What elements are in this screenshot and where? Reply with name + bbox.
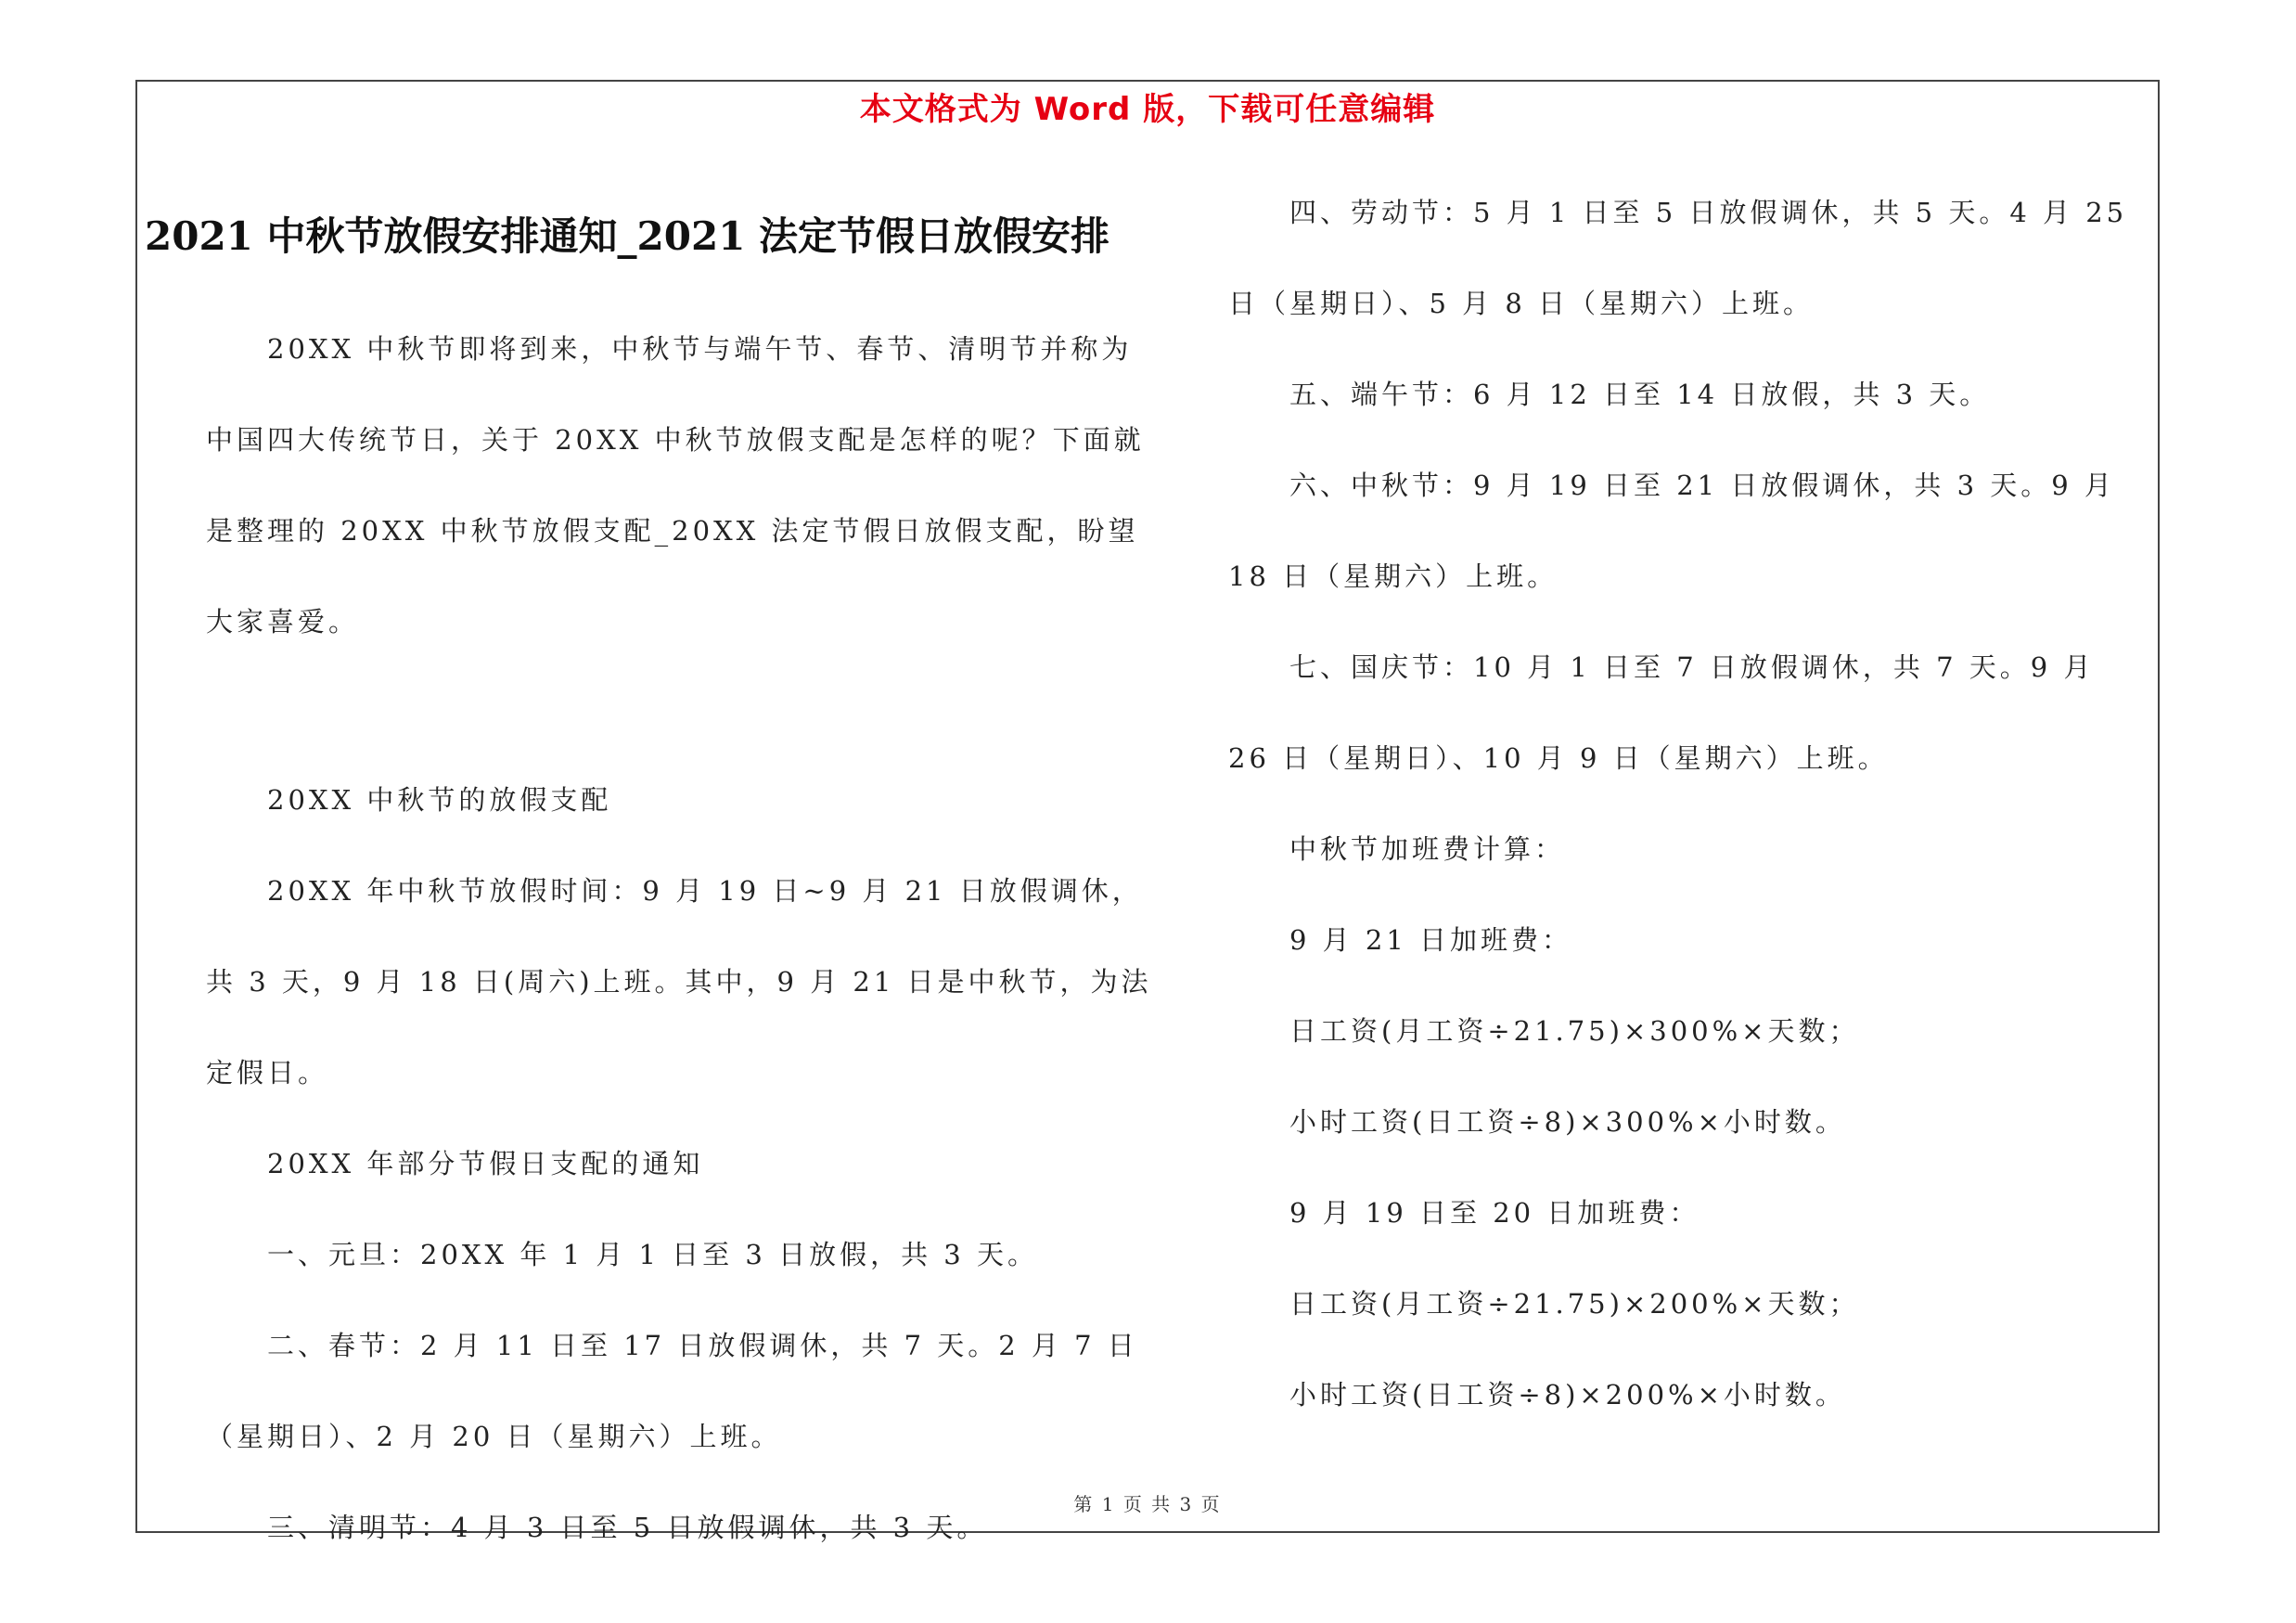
left-column-sections: [206, 754, 1152, 1573]
holiday-time-paragraph: 20XX 年中秋节放假时间：9 月 19 日~9 月 21 日放假调休，共 3 天，9 月 18 日(周六)上班。其中，9 月 21 日是中秋节，为法定假日。: [206, 875, 1152, 1088]
holiday-item-labor-day: 四、劳动节：5 月 1 日至 5 日放假调休，共 5 天。4 月 25 日（星期日）、5 月 8 日（星期六）上班。: [1228, 197, 2128, 319]
intro-paragraph: 20XX 中秋节即将到来，中秋节与端午节、春节、清明节并称为中国四大传统节日，关于 20XX 中秋节放假支配是怎样的呢？下面就是整理的 20XX 中秋节放假支配_20XX 法定节假日放假支配，盼望大家喜爱。: [206, 333, 1145, 638]
right-column: [1228, 167, 2147, 1440]
section-heading: 20XX 中秋节的放假支配: [267, 784, 612, 816]
holiday-item-mid-autumn: 六、中秋节：9 月 19 日至 21 日放假调休，共 3 天。9 月 18 日（星期六）上班。: [1228, 470, 2115, 592]
holiday-item-new-year: 一、元旦：20XX 年 1 月 1 日至 3 日放假，共 3 天。: [267, 1239, 1038, 1270]
sep19-hourly-wage: 小时工资(日工资÷8)×200%×小时数。: [1289, 1379, 1846, 1410]
document-title: 2021 中秋节放假安排通知_2021 法定节假日放假安排: [145, 213, 1110, 259]
holiday-item-qingming: 三、清明节：4 月 3 日至 5 日放假调休，共 3 天。: [267, 1512, 988, 1543]
sep21-daily-wage: 日工资(月工资÷21.75)×300%×天数；: [1289, 1015, 1860, 1047]
sep21-hourly-wage: 小时工资(日工资÷8)×300%×小时数。: [1289, 1106, 1846, 1138]
page-number-footer: 第 1 页 共 3 页: [1073, 1493, 1222, 1515]
notice-heading: 20XX 年部分节假日支配的通知: [267, 1148, 704, 1179]
word-format-banner: 本文格式为 Word 版，下载可任意编辑: [859, 91, 1436, 128]
sep19-daily-wage: 日工资(月工资÷21.75)×200%×天数；: [1289, 1288, 1860, 1320]
left-column: [206, 303, 1152, 667]
holiday-item-dragon-boat: 五、端午节：6 月 12 日至 14 日放假，共 3 天。: [1289, 379, 1991, 410]
overtime-heading: 中秋节加班费计算：: [1289, 833, 1566, 865]
holiday-item-national-day: 七、国庆节：10 月 1 日至 7 日放假调休，共 7 天。9 月 26 日（星期日）、10 月 9 日（星期六）上班。: [1228, 651, 2095, 774]
sep21-overtime-heading: 9 月 21 日加班费：: [1289, 924, 1573, 956]
sep19-overtime-heading: 9 月 19 日至 20 日加班费：: [1289, 1197, 1700, 1229]
holiday-item-spring-festival: 二、春节：2 月 11 日至 17 日放假调休，共 7 天。2 月 7 日（星期日）、2 月 20 日（星期六）上班。: [206, 1330, 1138, 1452]
